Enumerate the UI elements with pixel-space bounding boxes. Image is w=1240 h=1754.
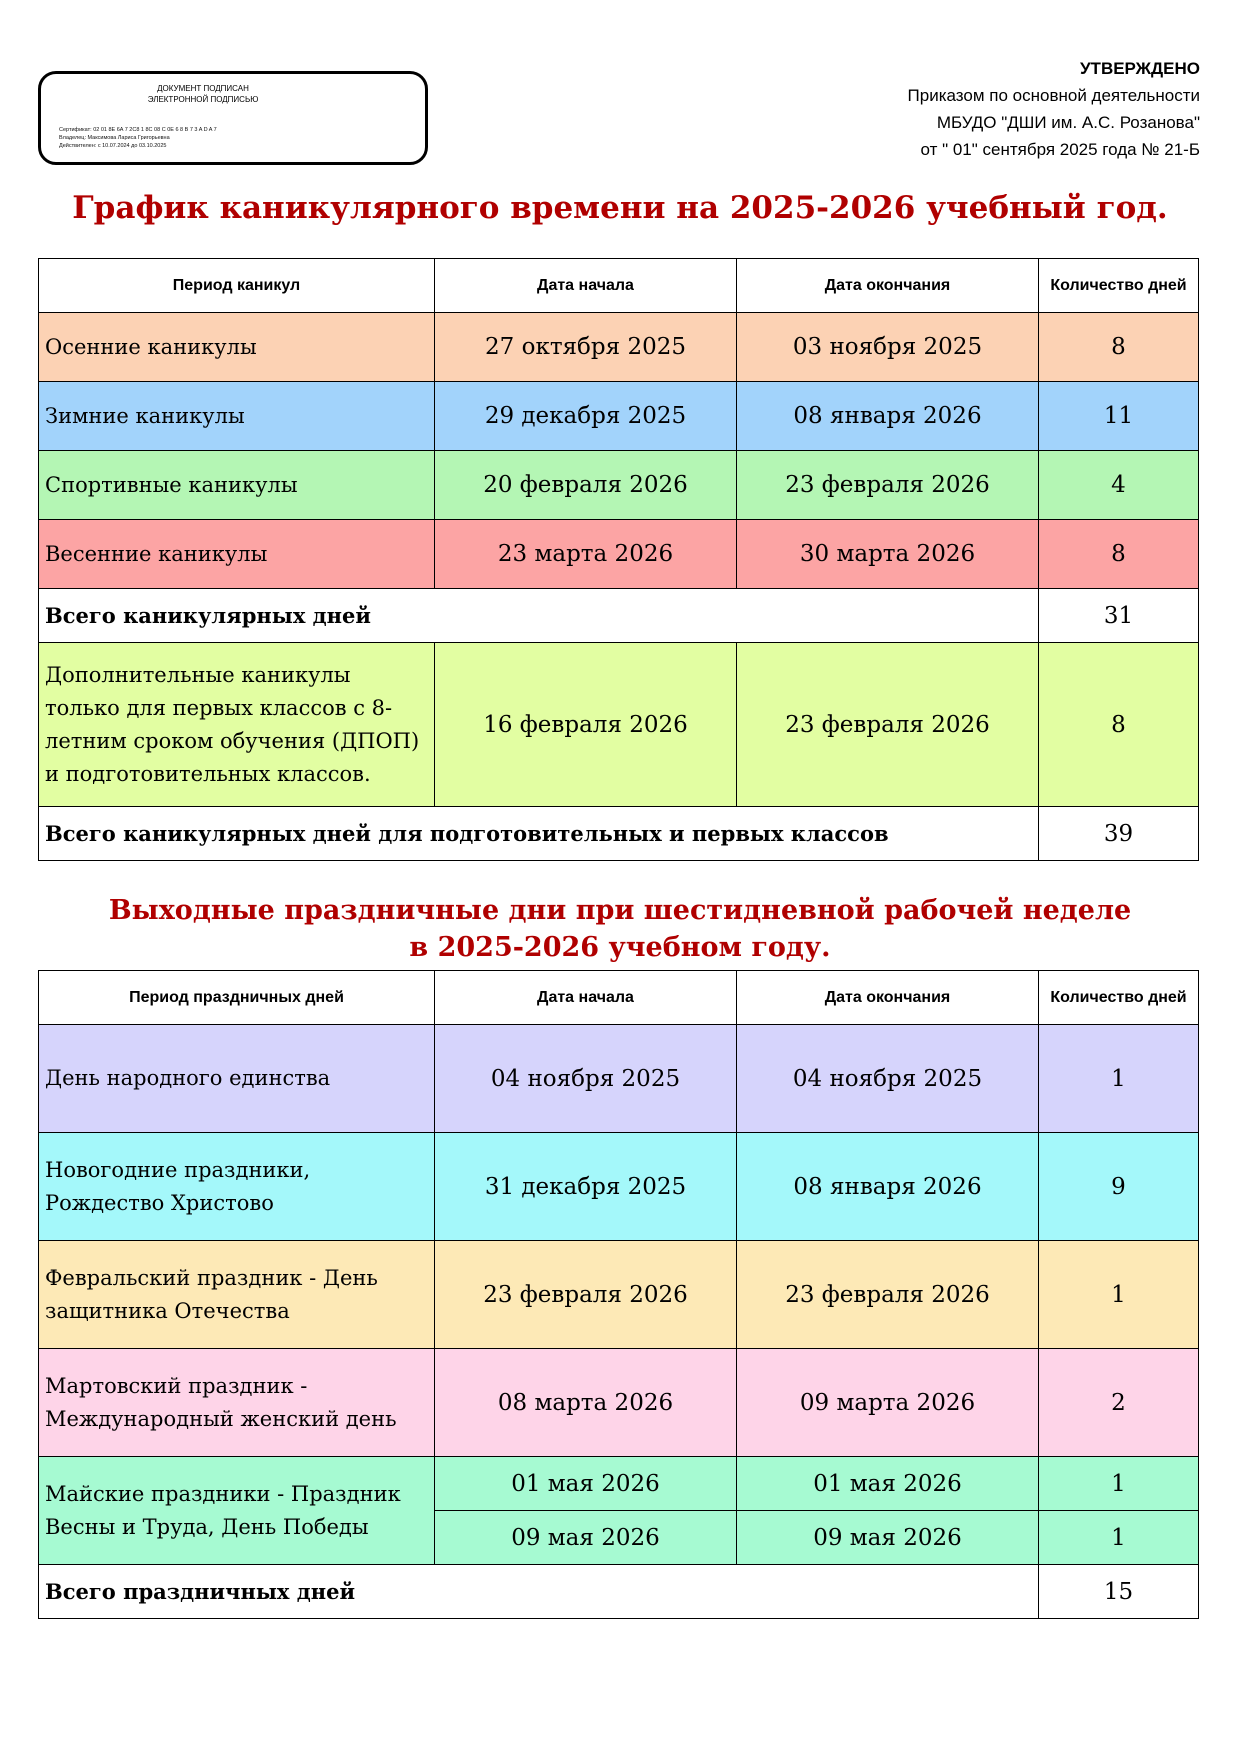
extra-holidays-total-row bbox=[39, 807, 1199, 861]
holiday-start-date: 20 февраля 2026 bbox=[435, 451, 737, 520]
holiday-days-count: 8 bbox=[1039, 313, 1199, 382]
day-off-name: Новогодние праздники, Рождество Христово bbox=[39, 1133, 435, 1241]
days-off-table bbox=[38, 970, 1199, 1619]
approval-heading: УТВЕРЖДЕНО bbox=[1079, 59, 1200, 78]
may-holiday-end-date: 01 мая 2026 bbox=[737, 1457, 1039, 1511]
day-off-name: Мартовский праздник - Международный женский день bbox=[39, 1349, 435, 1457]
holidays-total-row bbox=[39, 589, 1199, 643]
may-holiday-name: Майские праздники - Праздник Весны и Труда, День Победы bbox=[39, 1457, 435, 1565]
holiday-end-date: 23 февраля 2026 bbox=[737, 451, 1039, 520]
header-end: Дата окончания bbox=[737, 259, 1039, 313]
day-off-start-date: 04 ноября 2025 bbox=[435, 1025, 737, 1133]
may-holiday-end-date: 09 мая 2026 bbox=[737, 1511, 1039, 1565]
header-days: Количество дней bbox=[1039, 971, 1199, 1025]
stamp-owner: Владелец: Максимова Лариса Григорьевна bbox=[59, 135, 170, 141]
day-off-end-date: 23 февраля 2026 bbox=[737, 1241, 1039, 1349]
holidays-total-value: 31 bbox=[1039, 589, 1199, 643]
header-start: Дата начала bbox=[435, 971, 737, 1025]
stamp-title bbox=[41, 83, 365, 105]
day-off-days-count: 2 bbox=[1039, 1349, 1199, 1457]
holiday-end-date: 30 марта 2026 bbox=[737, 520, 1039, 589]
day-off-row bbox=[39, 1349, 1199, 1457]
days-off-total-label: Всего праздничных дней bbox=[39, 1565, 1039, 1619]
holiday-name: Спортивные каникулы bbox=[39, 451, 435, 520]
day-off-end-date: 09 марта 2026 bbox=[737, 1349, 1039, 1457]
extra-holiday-name: Дополнительные каникулы только для первых классов с 8-летним сроком обучения (ДПОП) и подготовительных классов. bbox=[39, 643, 435, 807]
extra-holidays-total-value: 39 bbox=[1039, 807, 1199, 861]
day-off-name: Февральский праздник - День защитника Отечества bbox=[39, 1241, 435, 1349]
day-off-start-date: 31 декабря 2025 bbox=[435, 1133, 737, 1241]
may-holiday-start-date: 09 мая 2026 bbox=[435, 1511, 737, 1565]
approval-order: Приказом по основной деятельности bbox=[907, 86, 1200, 105]
day-off-end-date: 04 ноября 2025 bbox=[737, 1025, 1039, 1133]
holiday-name: Весенние каникулы bbox=[39, 520, 435, 589]
day-off-days-count: 1 bbox=[1039, 1241, 1199, 1349]
days-off-header-row bbox=[39, 971, 1199, 1025]
day-off-start-date: 23 февраля 2026 bbox=[435, 1241, 737, 1349]
holiday-row bbox=[39, 520, 1199, 589]
holidays-table bbox=[38, 258, 1199, 861]
may-holiday-start-date: 01 мая 2026 bbox=[435, 1457, 737, 1511]
days-off-total-row bbox=[39, 1565, 1199, 1619]
holiday-start-date: 23 марта 2026 bbox=[435, 520, 737, 589]
may-holiday-days-count: 1 bbox=[1039, 1511, 1199, 1565]
days-off-total-value: 15 bbox=[1039, 1565, 1199, 1619]
holiday-row bbox=[39, 451, 1199, 520]
may-holiday-row bbox=[39, 1457, 1199, 1511]
approval-institution: МБУДО "ДШИ им. А.С. Розанова" bbox=[936, 113, 1200, 132]
holiday-days-count: 4 bbox=[1039, 451, 1199, 520]
stamp-title-line1: ДОКУМЕНТ ПОДПИСАН bbox=[157, 84, 249, 93]
holiday-days-count: 8 bbox=[1039, 520, 1199, 589]
holiday-days-count: 11 bbox=[1039, 382, 1199, 451]
day-off-row bbox=[39, 1241, 1199, 1349]
header-period: Период каникул bbox=[39, 259, 435, 313]
day-off-days-count: 9 bbox=[1039, 1133, 1199, 1241]
extra-holiday-end-date: 23 февраля 2026 bbox=[737, 643, 1039, 807]
extra-holiday-days-count: 8 bbox=[1039, 643, 1199, 807]
day-off-end-date: 08 января 2026 bbox=[737, 1133, 1039, 1241]
extra-holiday-start-date: 16 февраля 2026 bbox=[435, 643, 737, 807]
approval-date: от " 01" сентября 2025 года № 21-Б bbox=[920, 140, 1200, 159]
holiday-name: Осенние каникулы bbox=[39, 313, 435, 382]
day-off-start-date: 08 марта 2026 bbox=[435, 1349, 737, 1457]
holidays-total-label: Всего каникулярных дней bbox=[39, 589, 1039, 643]
header-period: Период праздничных дней bbox=[39, 971, 435, 1025]
header-start: Дата начала bbox=[435, 259, 737, 313]
holidays-header-row bbox=[39, 259, 1199, 313]
stamp-title-line2: ЭЛЕКТРОННОЙ ПОДПИСЬЮ bbox=[147, 95, 259, 104]
extra-holiday-row bbox=[39, 643, 1199, 807]
days-off-title-line2: в 2025-2026 учебном году. bbox=[409, 932, 831, 963]
days-off-title bbox=[0, 892, 1240, 966]
holiday-end-date: 08 января 2026 bbox=[737, 382, 1039, 451]
holiday-row bbox=[39, 382, 1199, 451]
electronic-signature-stamp bbox=[38, 71, 428, 165]
holiday-end-date: 03 ноября 2025 bbox=[737, 313, 1039, 382]
day-off-days-count: 1 bbox=[1039, 1025, 1199, 1133]
holiday-start-date: 29 декабря 2025 bbox=[435, 382, 737, 451]
stamp-details bbox=[59, 126, 217, 150]
header-days: Количество дней bbox=[1039, 259, 1199, 313]
holidays-title: График каникулярного времени на 2025-2026 учебный год. bbox=[72, 190, 1168, 226]
header-end: Дата окончания bbox=[737, 971, 1039, 1025]
approval-block bbox=[908, 55, 1200, 163]
holiday-row bbox=[39, 313, 1199, 382]
stamp-validity: Действителен: с 10.07.2024 до 03.10.2025 bbox=[59, 143, 167, 149]
holiday-name: Зимние каникулы bbox=[39, 382, 435, 451]
may-holiday-days-count: 1 bbox=[1039, 1457, 1199, 1511]
extra-holidays-total-label: Всего каникулярных дней для подготовительных и первых классов bbox=[39, 807, 1039, 861]
stamp-certificate: Сертификат: 02 01 8E 6A 7 2C8 1 8C 08 C 0E 6 8 B 7 3 A D A 7 bbox=[59, 127, 217, 133]
days-off-title-line1: Выходные праздничные дни при шестидневной рабочей неделе bbox=[108, 895, 1132, 926]
day-off-row bbox=[39, 1133, 1199, 1241]
holiday-start-date: 27 октября 2025 bbox=[435, 313, 737, 382]
day-off-row bbox=[39, 1025, 1199, 1133]
day-off-name: День народного единства bbox=[39, 1025, 435, 1133]
